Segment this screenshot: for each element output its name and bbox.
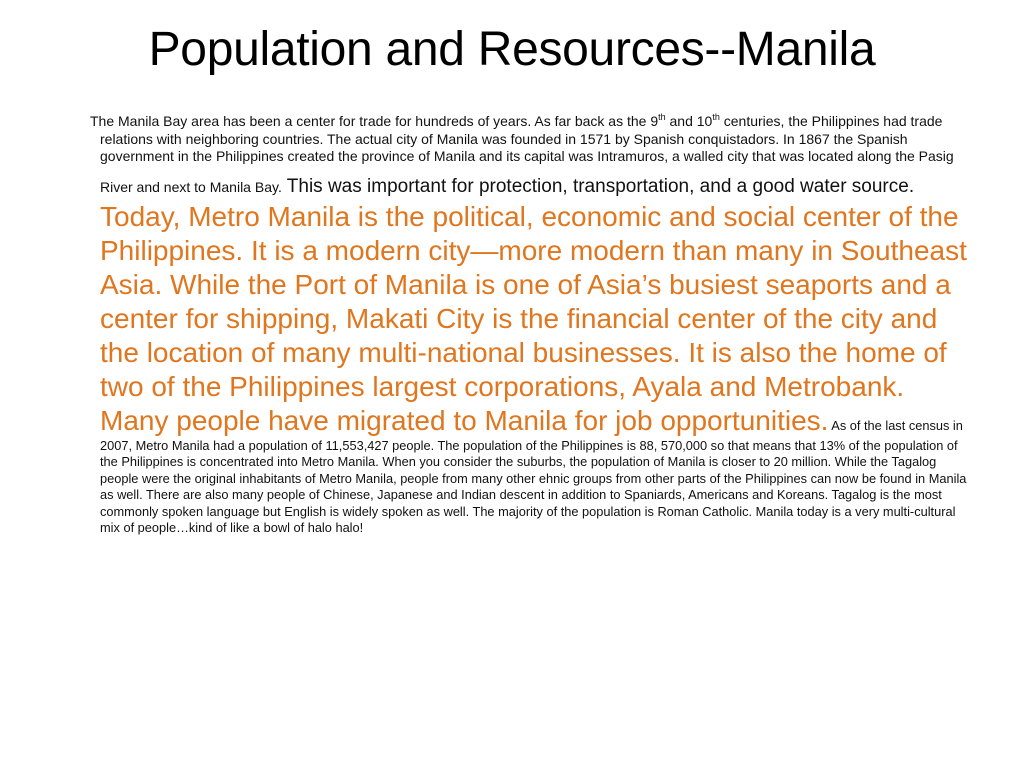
importance-text: This was important for protection, transportation, and a good water source. [281, 175, 915, 197]
superscript-ninth: th [658, 112, 666, 122]
superscript-tenth: th [712, 112, 720, 122]
slide-body [90, 112, 968, 537]
intro-text: The Manila Bay area has been a center for trade for hundreds of years. As far back as the 9 [90, 113, 659, 129]
intro-text-cont: and 10 [665, 113, 713, 129]
slide-title: Population and Resources--Manila [148, 23, 876, 76]
history-text: centuries, the Philippines had trade relations with neighboring countries. The actual city of Manila was founded in 1571 by Spanish conquistadors. In 1867 the Spanish government in the Philippines created the province of Manila and its capital was Intramuros, a walled city that was located along the Pasig River and next to Manila Bay. [100, 113, 954, 195]
highlight-text: Today, Metro Manila is the political, economic and social center of the Philippines. It is a modern city—more modern than many in Southeast Asia. While the Port of Manila is one of Asia’s busiest seaports and a center for shipping, Makati City is the financial center of the city and the location of many multi-national businesses. It is also the home of two of the Philippines largest corporations, Ayala and Metrobank. Many people have migrated to Manila for job opportunities. [100, 200, 967, 436]
body-paragraph [90, 112, 968, 537]
population-text: As of the last census in 2007, Metro Manila had a population of 11,553,427 people. The population of the Philippines is 88, 570,000 so that means that 13% of the population of the Philippines is concentrated into Metro Manila. When you consider the suburbs, the population of Manila is closer to 20 million. While the Tagalog people were the original inhabitants of Metro Manila, people from many other ehnic groups from other parts of the Philippines can now be found in Manila as well. There are also many people of Chinese, Japanese and Indian descent in addition to Spaniards, Americans and Koreans. Tagalog is the most commonly spoken language but English is widely spoken as well. The majority of the population is Roman Catholic. Manila today is a very multi-cultural mix of people…kind of like a bowl of halo halo! [100, 417, 967, 535]
